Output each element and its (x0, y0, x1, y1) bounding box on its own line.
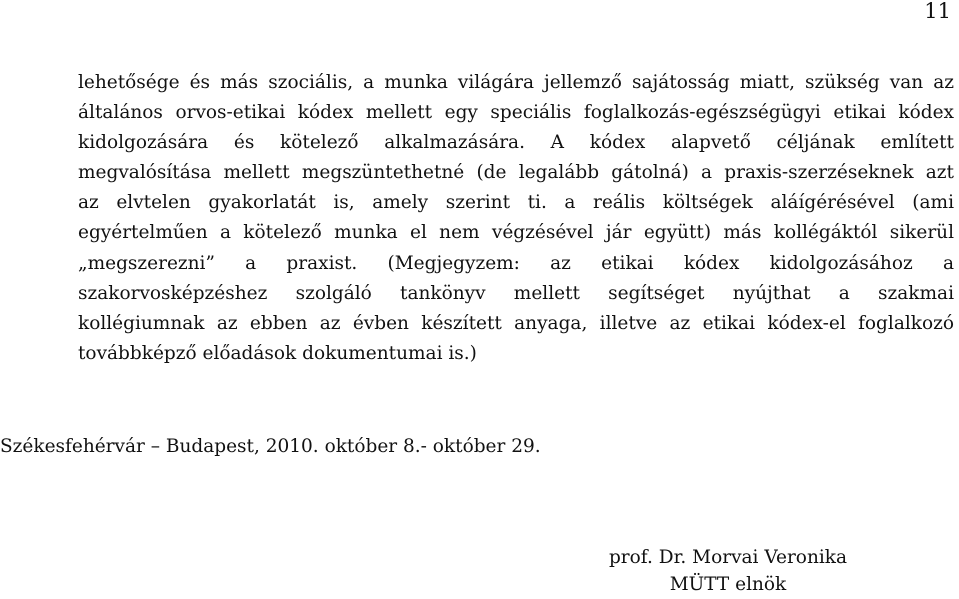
page-number: 11 (924, 0, 951, 23)
paragraph-line: „megszerezni” a praxist. (Megjegyzem: az etikai kódex kidolgozásához a (78, 252, 954, 274)
signatory-name: prof. Dr. Morvai Veronika (608, 547, 848, 568)
paragraph-line: általános orvos-etikai kódex mellett egy speciális foglalkozás-egészségügyi etikai kódex (78, 102, 954, 124)
paragraph-line: megvalósítása mellett megszüntethetné (de legalább gátolná) a praxis-szerzéseknek azt (78, 162, 954, 184)
signatory-title: MÜTT elnök (669, 573, 787, 595)
paragraph-line: lehetősége és más szociális, a munka világára jellemző sajátosság miatt, szükség van az (78, 72, 954, 93)
paragraph-line: kollégiumnak az ebben az évben készített anyaga, illetve az etikai kódex-el foglalkozó (78, 312, 954, 334)
paragraph-line: kidolgozására és kötelező alkalmazására. A kódex alapvető céljának említett (78, 132, 954, 154)
body-paragraph (78, 68, 954, 369)
paragraph-line: egyértelműen a kötelező munka el nem végzésével jár együtt) más kollégáktól sikerül (78, 222, 954, 244)
paragraph-line: szakorvosképzéshez szolgáló tankönyv mellett segítséget nyújthat a szakmai (78, 282, 954, 304)
signature-block (593, 545, 863, 598)
paragraph-line: az elvtelen gyakorlatát is, amely szerint ti. a reális költségek aláígérésével (ami (78, 192, 954, 214)
paragraph-line: továbbképző előadások dokumentumai is.) (78, 342, 477, 364)
place-date-line: Székesfehérvár – Budapest, 2010. október 8.- október 29. (0, 436, 541, 457)
